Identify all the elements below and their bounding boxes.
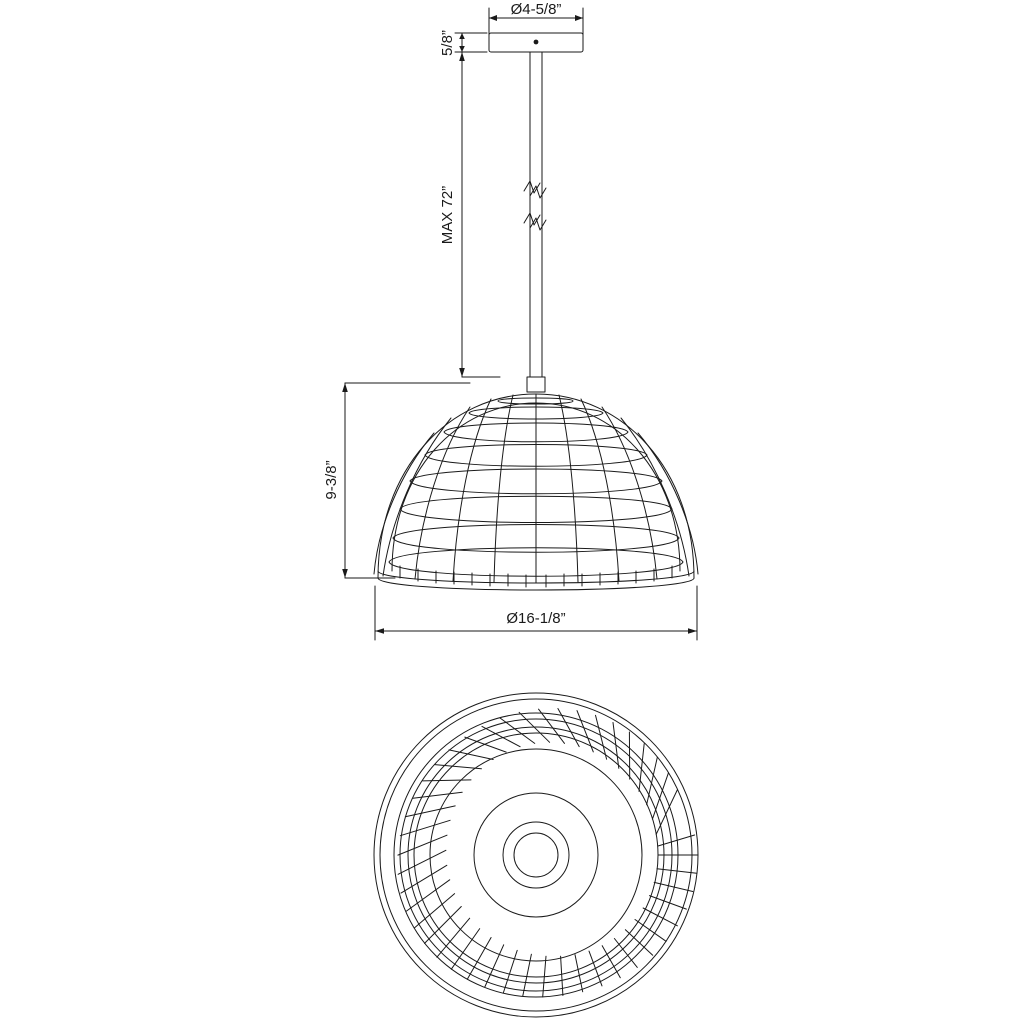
canopy-height-label: 5/8” [439, 30, 456, 56]
shade-height-label: 9-3/8” [323, 460, 340, 500]
canopy [489, 33, 583, 52]
shade-height-dimension [342, 383, 470, 578]
max-drop-dimension [459, 52, 500, 377]
shade-elevation [374, 377, 698, 590]
stem [524, 52, 546, 377]
max-drop-label: MAX 72” [439, 185, 456, 245]
shade-plan-view [374, 693, 698, 1017]
shade-diameter-label: Ø16-1/8” [506, 610, 566, 627]
canopy-height-dimension [455, 33, 487, 52]
canopy-diameter-label: Ø4-5/8” [510, 1, 562, 18]
